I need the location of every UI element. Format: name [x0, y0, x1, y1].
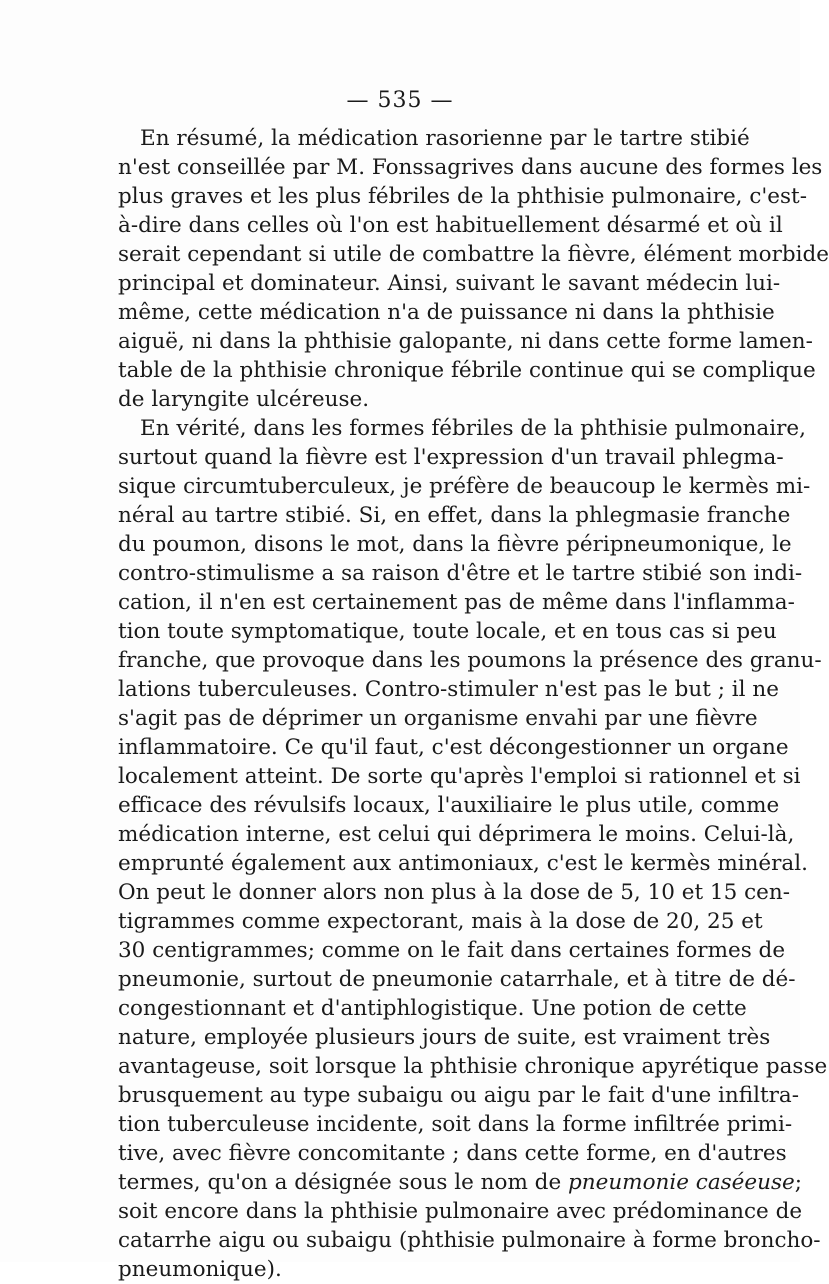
line-prefix: termes, qu'on a désignée sous le nom de: [118, 1170, 568, 1195]
body-text: [118, 124, 829, 1284]
text-line: tion toute symptomatique, toute locale, et en tous cas si peu: [118, 619, 777, 644]
text-line: tigrammes comme expectorant, mais à la dose de 20, 25 et: [118, 909, 763, 934]
text-line: 30 centigrammes; comme on le fait dans certaines formes de: [118, 938, 786, 963]
text-line: En vérité, dans les formes fébriles de la phthisie pulmonaire,: [140, 416, 806, 441]
text-line: du poumon, disons le mot, dans la fièvre péripneumonique, le: [118, 532, 792, 557]
text-line: soit encore dans la phthisie pulmonaire avec prédominance de: [118, 1199, 803, 1224]
text-line: congestionnant et d'antiphlogistique. Une potion de cette: [118, 996, 747, 1021]
text-line: de laryngite ulcéreuse.: [118, 387, 370, 412]
text-line: On peut le donner alors non plus à la dose de 5, 10 et 15 cen-: [118, 880, 791, 905]
text-line: franche, que provoque dans les poumons la présence des granu-: [118, 648, 822, 673]
text-line: avantageuse, soit lorsque la phthisie chronique apyrétique passe: [118, 1054, 828, 1079]
text-line: emprunté également aux antimoniaux, c'est le kermès minéral.: [118, 851, 808, 876]
text-line: nature, employée plusieurs jours de suite, est vraiment très: [118, 1025, 771, 1050]
line-suffix: ;: [794, 1170, 802, 1195]
text-line: aiguë, ni dans la phthisie galopante, ni dans cette forme lamen-: [118, 329, 813, 354]
text-line: néral au tartre stibié. Si, en effet, dans la phlegmasie franche: [118, 503, 791, 528]
text-line: table de la phthisie chronique fébrile continue qui se complique: [118, 358, 816, 383]
text-line: tive, avec fièvre concomitante ; dans cette forme, en d'autres: [118, 1141, 787, 1166]
text-line: plus graves et les plus fébriles de la phthisie pulmonaire, c'est-: [118, 184, 807, 209]
text-line: brusquement au type subaigu ou aigu par le fait d'une infiltra-: [118, 1083, 799, 1108]
text-line: catarrhe aigu ou subaigu (phthisie pulmonaire à forme broncho-: [118, 1228, 821, 1253]
paragraph: [118, 414, 828, 1284]
text-line: médication interne, est celui qui déprimera le moins. Celui-là,: [118, 822, 795, 847]
text-line: s'agit pas de déprimer un organisme envahi par une fièvre: [118, 706, 758, 731]
text-line: localement atteint. De sorte qu'après l'emploi si rationnel et si: [118, 764, 801, 789]
text-line: à-dire dans celles où l'on est habituellement désarmé et où il: [118, 213, 783, 238]
text-line: inflammatoire. Ce qu'il faut, c'est décongestionner un organe: [118, 735, 789, 760]
text-line: n'est conseillée par M. Fonssagrives dans aucune des formes les: [118, 155, 823, 180]
text-line: En résumé, la médication rasorienne par le tartre stibié: [140, 126, 750, 151]
text-line: surtout quand la fièvre est l'expression d'un travail phlegma-: [118, 445, 784, 470]
text-line: efficace des révulsifs locaux, l'auxiliaire le plus utile, comme: [118, 793, 780, 818]
text-line: serait cependant si utile de combattre la fièvre, élément morbide: [118, 242, 829, 267]
text-line: pneumonique).: [118, 1257, 282, 1282]
paragraph: [118, 124, 829, 414]
text-line-with-emphasis: [118, 1168, 802, 1197]
page-number: — 535 —: [346, 88, 454, 113]
text-line: sique circumtuberculeux, je préfère de beaucoup le kermès mi-: [118, 474, 811, 499]
text-line: pneumonie, surtout de pneumonie catarrhale, et à titre de dé-: [118, 967, 796, 992]
text-line: tion tuberculeuse incidente, soit dans la forme infiltrée primi-: [118, 1112, 793, 1137]
text-line: principal et dominateur. Ainsi, suivant le savant médecin lui-: [118, 271, 781, 296]
text-line: lations tuberculeuses. Contro-stimuler n'est pas le but ; il ne: [118, 677, 779, 702]
text-line: cation, il n'en est certainement pas de même dans l'inflamma-: [118, 590, 795, 615]
emphasized-term: pneumonie caséeuse: [568, 1170, 795, 1195]
text-line: même, cette médication n'a de puissance ni dans la phthisie: [118, 300, 775, 325]
text-line: contro-stimulisme a sa raison d'être et le tartre stibié son indi-: [118, 561, 803, 586]
